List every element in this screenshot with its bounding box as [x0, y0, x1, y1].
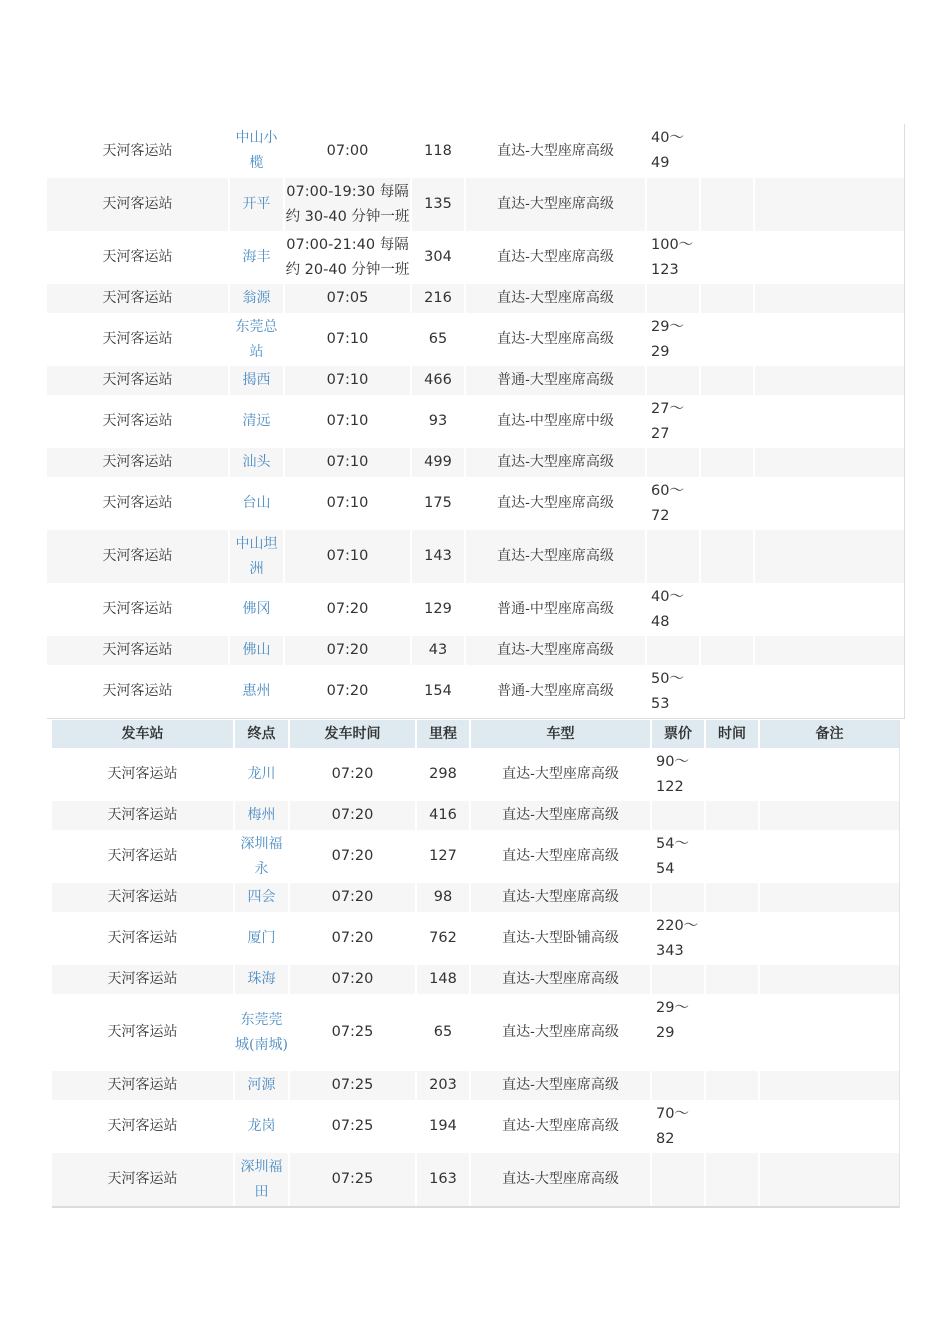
station-cell: 天河客运站 — [107, 848, 178, 864]
distance-cell: 216 — [410, 284, 464, 313]
station-cell: 天河客运站 — [102, 142, 173, 159]
bus-type-cell: 直达-大型座席高级 — [469, 1100, 650, 1153]
time-cell — [704, 883, 758, 912]
destination-link[interactable]: 汕头 — [228, 448, 283, 477]
time-cell — [699, 583, 753, 636]
table-row — [52, 748, 899, 801]
table-row — [52, 912, 899, 965]
bus-type-cell: 直达-大型座席高级 — [464, 313, 645, 366]
station-cell: 天河客运站 — [47, 284, 228, 313]
note-cell — [758, 748, 899, 801]
destination-link[interactable]: 珠海 — [233, 965, 288, 994]
time-cell — [704, 748, 758, 801]
time-cell — [699, 530, 753, 583]
departure-time-cell: 07:00 — [283, 124, 410, 178]
station-cell: 天河客运站 — [102, 683, 173, 699]
destination-link[interactable]: 佛山 — [228, 636, 283, 665]
note-cell — [758, 883, 899, 912]
destination-link[interactable]: 佛冈 — [228, 583, 283, 636]
distance-cell: 499 — [410, 448, 464, 477]
bus-type-cell: 直达-大型卧铺高级 — [469, 912, 650, 965]
price-cell: 50～53 — [645, 665, 699, 718]
table-row — [47, 636, 904, 665]
price-cell — [650, 1071, 704, 1100]
time-cell — [699, 178, 753, 231]
note-cell — [753, 477, 904, 530]
schedule-table-bottom — [52, 720, 900, 1208]
distance-cell: 98 — [415, 883, 469, 912]
destination-link[interactable]: 东莞莞城(南城) — [233, 994, 288, 1071]
distance-cell: 466 — [410, 366, 464, 395]
destination-link[interactable]: 龙川 — [233, 748, 288, 801]
station-cell: 天河客运站 — [102, 249, 173, 265]
note-cell — [753, 178, 904, 231]
distance-cell: 175 — [410, 477, 464, 530]
price-cell: 40～49 — [645, 124, 699, 178]
destination-link[interactable]: 四会 — [233, 883, 288, 912]
note-cell — [758, 912, 899, 965]
header-price: 票价 — [650, 720, 704, 748]
time-cell — [704, 830, 758, 883]
price-cell: 29～29 — [650, 994, 704, 1071]
station-cell: 天河客运站 — [52, 965, 233, 994]
bus-type-cell: 直达-大型座席高级 — [469, 1071, 650, 1100]
price-cell: 100～123 — [645, 231, 699, 284]
bus-type-cell: 直达-大型座席高级 — [469, 801, 650, 830]
note-cell — [758, 1100, 899, 1153]
price-cell — [645, 636, 699, 665]
distance-cell: 135 — [410, 178, 464, 231]
distance-cell: 129 — [410, 583, 464, 636]
bus-type-cell: 直达-大型座席高级 — [469, 1153, 650, 1206]
price-cell: 220～343 — [650, 912, 704, 965]
distance-cell: 43 — [410, 636, 464, 665]
destination-link[interactable]: 揭西 — [228, 366, 283, 395]
header-dest: 终点 — [233, 720, 288, 748]
departure-time-cell: 07:05 — [283, 284, 410, 313]
price-cell: 29～29 — [645, 313, 699, 366]
price-cell: 60～72 — [645, 477, 699, 530]
header-dep-time: 发车时间 — [288, 720, 415, 748]
departure-time-cell: 07:20 — [283, 636, 410, 665]
destination-link[interactable]: 深圳福田 — [233, 1153, 288, 1206]
bus-type-cell: 直达-中型座席中级 — [464, 395, 645, 448]
price-cell: 70～82 — [650, 1100, 704, 1153]
station-cell: 天河客运站 — [47, 178, 228, 231]
station-cell: 天河客运站 — [47, 448, 228, 477]
time-cell — [699, 231, 753, 284]
distance-cell: 148 — [415, 965, 469, 994]
header-bus-type: 车型 — [469, 720, 650, 748]
destination-link[interactable]: 龙岗 — [233, 1100, 288, 1153]
time-cell — [699, 313, 753, 366]
header-row — [52, 720, 899, 748]
station-cell: 天河客运站 — [52, 801, 233, 830]
distance-cell: 65 — [410, 313, 464, 366]
departure-time-cell: 07:10 — [283, 366, 410, 395]
note-cell — [758, 830, 899, 883]
note-cell — [753, 284, 904, 313]
table-row — [52, 994, 899, 1071]
schedule-table-bottom-body — [52, 748, 899, 1206]
departure-time-cell: 07:10 — [283, 448, 410, 477]
station-cell: 天河客运站 — [52, 1153, 233, 1206]
note-cell — [758, 1071, 899, 1100]
table-row — [52, 1071, 899, 1100]
table-row — [47, 448, 904, 477]
bus-type-cell: 直达-大型座席高级 — [469, 830, 650, 883]
station-cell: 天河客运站 — [52, 1071, 233, 1100]
departure-time-cell: 07:25 — [288, 1153, 415, 1206]
time-cell — [699, 395, 753, 448]
departure-time-cell: 07:25 — [288, 1071, 415, 1100]
departure-time-cell: 07:20 — [288, 965, 415, 994]
distance-cell: 154 — [410, 665, 464, 718]
distance-cell: 93 — [410, 395, 464, 448]
note-cell — [753, 366, 904, 395]
departure-time-cell: 07:10 — [283, 530, 410, 583]
distance-cell: 163 — [415, 1153, 469, 1206]
note-cell — [753, 124, 904, 178]
station-cell: 天河客运站 — [47, 366, 228, 395]
price-cell — [645, 366, 699, 395]
header-distance: 里程 — [415, 720, 469, 748]
table-row — [52, 883, 899, 912]
time-cell — [704, 1100, 758, 1153]
schedule-table-top — [47, 124, 905, 719]
bus-type-cell: 普通-大型座席高级 — [464, 366, 645, 395]
departure-time-cell: 07:25 — [288, 1100, 415, 1153]
destination-link[interactable]: 东莞总站 — [228, 313, 283, 366]
bus-type-cell: 直达-大型座席高级 — [464, 530, 645, 583]
destination-link[interactable]: 海丰 — [228, 231, 283, 284]
table-row — [47, 284, 904, 313]
destination-link[interactable]: 深圳福永 — [233, 830, 288, 883]
station-cell: 天河客运站 — [107, 930, 178, 946]
header-note: 备注 — [758, 720, 899, 748]
station-cell: 天河客运站 — [102, 601, 173, 617]
table-row — [47, 313, 904, 366]
table-row — [47, 231, 904, 284]
bus-type-cell: 直达-大型座席高级 — [469, 748, 650, 801]
bus-type-cell: 直达-大型座席高级 — [469, 994, 650, 1071]
time-cell — [699, 284, 753, 313]
note-cell — [753, 530, 904, 583]
distance-cell: 203 — [415, 1071, 469, 1100]
price-cell — [645, 178, 699, 231]
departure-time-cell: 07:20 — [288, 912, 415, 965]
station-cell: 天河客运站 — [52, 883, 233, 912]
bus-type-cell: 直达-大型座席高级 — [469, 965, 650, 994]
departure-time-cell: 07:10 — [283, 395, 410, 448]
table-row — [47, 665, 904, 718]
station-cell: 天河客运站 — [47, 636, 228, 665]
table-row — [47, 124, 904, 178]
distance-cell: 762 — [415, 912, 469, 965]
table-row — [47, 178, 904, 231]
destination-link[interactable]: 厦门 — [233, 912, 288, 965]
departure-time-cell: 07:10 — [283, 313, 410, 366]
note-cell — [753, 636, 904, 665]
departure-time-cell: 07:20 — [283, 583, 410, 636]
table-row — [47, 366, 904, 395]
distance-cell: 65 — [415, 994, 469, 1071]
distance-cell: 143 — [410, 530, 464, 583]
note-cell — [758, 801, 899, 830]
time-cell — [699, 448, 753, 477]
price-cell: 27～27 — [645, 395, 699, 448]
bus-type-cell: 直达-大型座席高级 — [464, 124, 645, 178]
station-cell: 天河客运站 — [107, 1118, 178, 1134]
destination-link[interactable]: 中山小榄 — [228, 124, 283, 178]
departure-time-cell: 07:20 — [288, 801, 415, 830]
time-cell — [704, 965, 758, 994]
price-cell: 40～48 — [645, 583, 699, 636]
note-cell — [753, 395, 904, 448]
time-cell — [699, 124, 753, 178]
station-cell: 天河客运站 — [102, 495, 173, 511]
time-cell — [704, 1153, 758, 1206]
bus-type-cell: 普通-中型座席高级 — [464, 583, 645, 636]
distance-cell: 127 — [415, 830, 469, 883]
bus-type-cell: 直达-大型座席高级 — [464, 636, 645, 665]
table-row — [52, 1153, 899, 1206]
header-station: 发车站 — [52, 720, 233, 748]
table-row — [52, 801, 899, 830]
time-cell — [699, 636, 753, 665]
table-row — [47, 583, 904, 636]
schedule-table-top-body — [47, 124, 904, 718]
note-cell — [753, 448, 904, 477]
distance-cell: 194 — [415, 1100, 469, 1153]
note-cell — [753, 231, 904, 284]
time-cell — [704, 801, 758, 830]
bus-type-cell: 直达-大型座席高级 — [464, 448, 645, 477]
destination-link[interactable]: 中山坦洲 — [228, 530, 283, 583]
price-cell — [645, 530, 699, 583]
destination-link[interactable]: 清远 — [228, 395, 283, 448]
destination-link[interactable]: 河源 — [233, 1071, 288, 1100]
price-cell: 54～54 — [650, 830, 704, 883]
price-cell — [650, 883, 704, 912]
time-cell — [699, 477, 753, 530]
price-cell — [645, 284, 699, 313]
bus-type-cell: 直达-大型座席高级 — [469, 883, 650, 912]
table-row — [52, 830, 899, 883]
table-row — [47, 530, 904, 583]
bus-type-cell: 直达-大型座席高级 — [464, 231, 645, 284]
departure-time-cell: 07:00-19:30 每隔约 30-40 分钟一班 — [283, 178, 410, 231]
table-row — [52, 1100, 899, 1153]
bus-type-cell: 直达-大型座席高级 — [464, 477, 645, 530]
bus-type-cell: 普通-大型座席高级 — [464, 665, 645, 718]
time-cell — [704, 994, 758, 1071]
schedule-table-header — [52, 720, 899, 748]
station-cell: 天河客运站 — [107, 1024, 178, 1040]
distance-cell: 416 — [415, 801, 469, 830]
note-cell — [753, 665, 904, 718]
time-cell — [704, 912, 758, 965]
destination-link[interactable]: 翁源 — [228, 284, 283, 313]
station-cell: 天河客运站 — [47, 530, 228, 583]
header-time: 时间 — [704, 720, 758, 748]
price-cell: 90～122 — [650, 748, 704, 801]
distance-cell: 118 — [410, 124, 464, 178]
table-row — [47, 477, 904, 530]
bus-type-cell: 直达-大型座席高级 — [464, 284, 645, 313]
table-row — [47, 395, 904, 448]
time-cell — [704, 1071, 758, 1100]
station-cell: 天河客运站 — [102, 331, 173, 347]
price-cell — [650, 965, 704, 994]
distance-cell: 298 — [415, 748, 469, 801]
price-cell — [650, 801, 704, 830]
note-cell — [758, 1153, 899, 1206]
departure-time-cell: 07:20 — [283, 665, 410, 718]
station-cell: 天河客运站 — [107, 766, 178, 782]
bus-type-cell: 直达-大型座席高级 — [464, 178, 645, 231]
price-cell — [645, 448, 699, 477]
departure-time-cell: 07:25 — [288, 994, 415, 1071]
note-cell — [753, 583, 904, 636]
table-row — [52, 965, 899, 994]
station-cell: 天河客运站 — [102, 413, 173, 429]
departure-time-cell: 07:10 — [283, 477, 410, 530]
departure-time-cell: 07:00-21:40 每隔约 20-40 分钟一班 — [283, 231, 410, 284]
destination-link[interactable]: 台山 — [228, 477, 283, 530]
departure-time-cell: 07:20 — [288, 748, 415, 801]
destination-link[interactable]: 开平 — [228, 178, 283, 231]
note-cell — [753, 313, 904, 366]
note-cell — [758, 994, 899, 1071]
distance-cell: 304 — [410, 231, 464, 284]
destination-link[interactable]: 梅州 — [233, 801, 288, 830]
departure-time-cell: 07:20 — [288, 830, 415, 883]
price-cell — [650, 1153, 704, 1206]
note-cell — [758, 965, 899, 994]
time-cell — [699, 366, 753, 395]
destination-link[interactable]: 惠州 — [228, 665, 283, 718]
departure-time-cell: 07:20 — [288, 883, 415, 912]
time-cell — [699, 665, 753, 718]
